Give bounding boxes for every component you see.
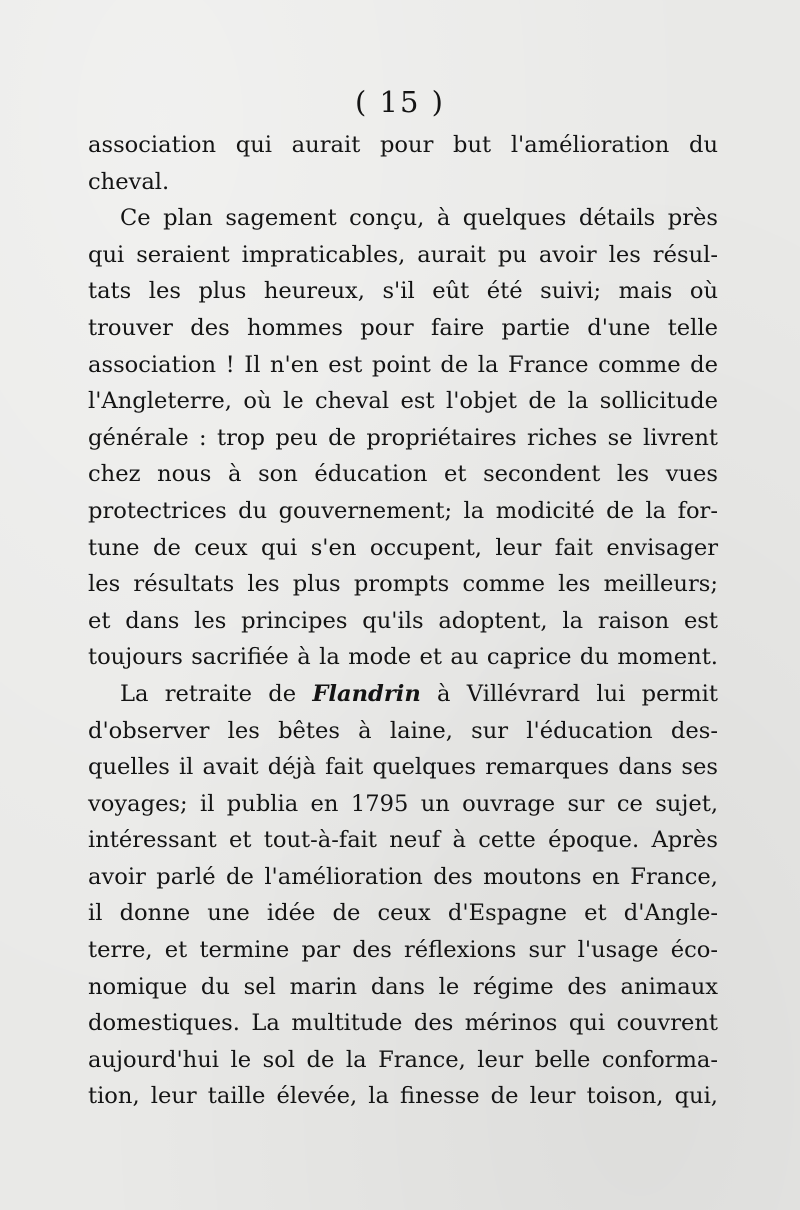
text-line: cheval. — [88, 168, 170, 195]
text-line: Ce plan sagement conçu, à quelques détails près — [120, 205, 718, 232]
italic-name: Flandrin — [312, 680, 421, 707]
text-line: l'Angleterre, où le cheval est l'objet de la sollicitude — [88, 388, 718, 415]
text-line: et dans les principes qu'ils adoptent, la raison est — [88, 607, 718, 634]
text-line: les résultats les plus prompts comme les meilleurs; — [88, 571, 718, 598]
text-line: voyages; il publia en 1795 un ouvrage sur ce sujet, — [88, 790, 718, 817]
text-line: qui seraient impraticables, aurait pu avoir les résul- — [88, 241, 718, 268]
text-segment: La retraite de — [120, 680, 313, 707]
text-line: avoir parlé de l'amélioration des moutons en France, — [88, 863, 718, 890]
text-line: générale : trop peu de propriétaires riches se livrent — [88, 424, 718, 451]
text-line: tune de ceux qui s'en occupent, leur fait envisager — [88, 534, 718, 561]
text-line: domestiques. La multitude des mérinos qui couvrent — [88, 1010, 718, 1037]
text-segment: à Villévrard lui permit — [420, 680, 718, 707]
text-line: d'observer les bêtes à laine, sur l'éducation des- — [88, 717, 718, 744]
text-line: intéressant et tout-à-fait neuf à cette époque. Après — [88, 827, 718, 854]
text-line: trouver des hommes pour faire partie d'une telle — [88, 314, 718, 341]
text-line: terre, et termine par des réflexions sur l'usage éco- — [88, 937, 718, 964]
text-line: association ! Il n'en est point de la France comme de — [88, 351, 718, 378]
text-line — [88, 676, 718, 713]
page-number: ( 15 ) — [355, 85, 445, 119]
text-line: protectrices du gouvernement; la modicité de la for- — [88, 497, 718, 524]
text-line: aujourd'hui le sol de la France, leur belle conforma- — [88, 1046, 718, 1073]
text-line: association qui aurait pour but l'amélioration du — [88, 132, 718, 158]
text-line: nomique du sel marin dans le régime des animaux — [88, 973, 718, 1000]
text-line: quelles il avait déjà fait quelques remarques dans ses — [88, 754, 718, 781]
text-line: chez nous à son éducation et secondent les vues — [88, 461, 718, 488]
body-text — [88, 127, 718, 1115]
text-line: tion, leur taille élevée, la finesse de leur toison, qui, — [88, 1083, 718, 1110]
text-line: il donne une idée de ceux d'Espagne et d'Angle- — [88, 900, 718, 927]
text-line: tats les plus heureux, s'il eût été suivi; mais où — [88, 278, 718, 305]
text-line: toujours sacrifiée à la mode et au caprice du moment. — [88, 644, 718, 671]
